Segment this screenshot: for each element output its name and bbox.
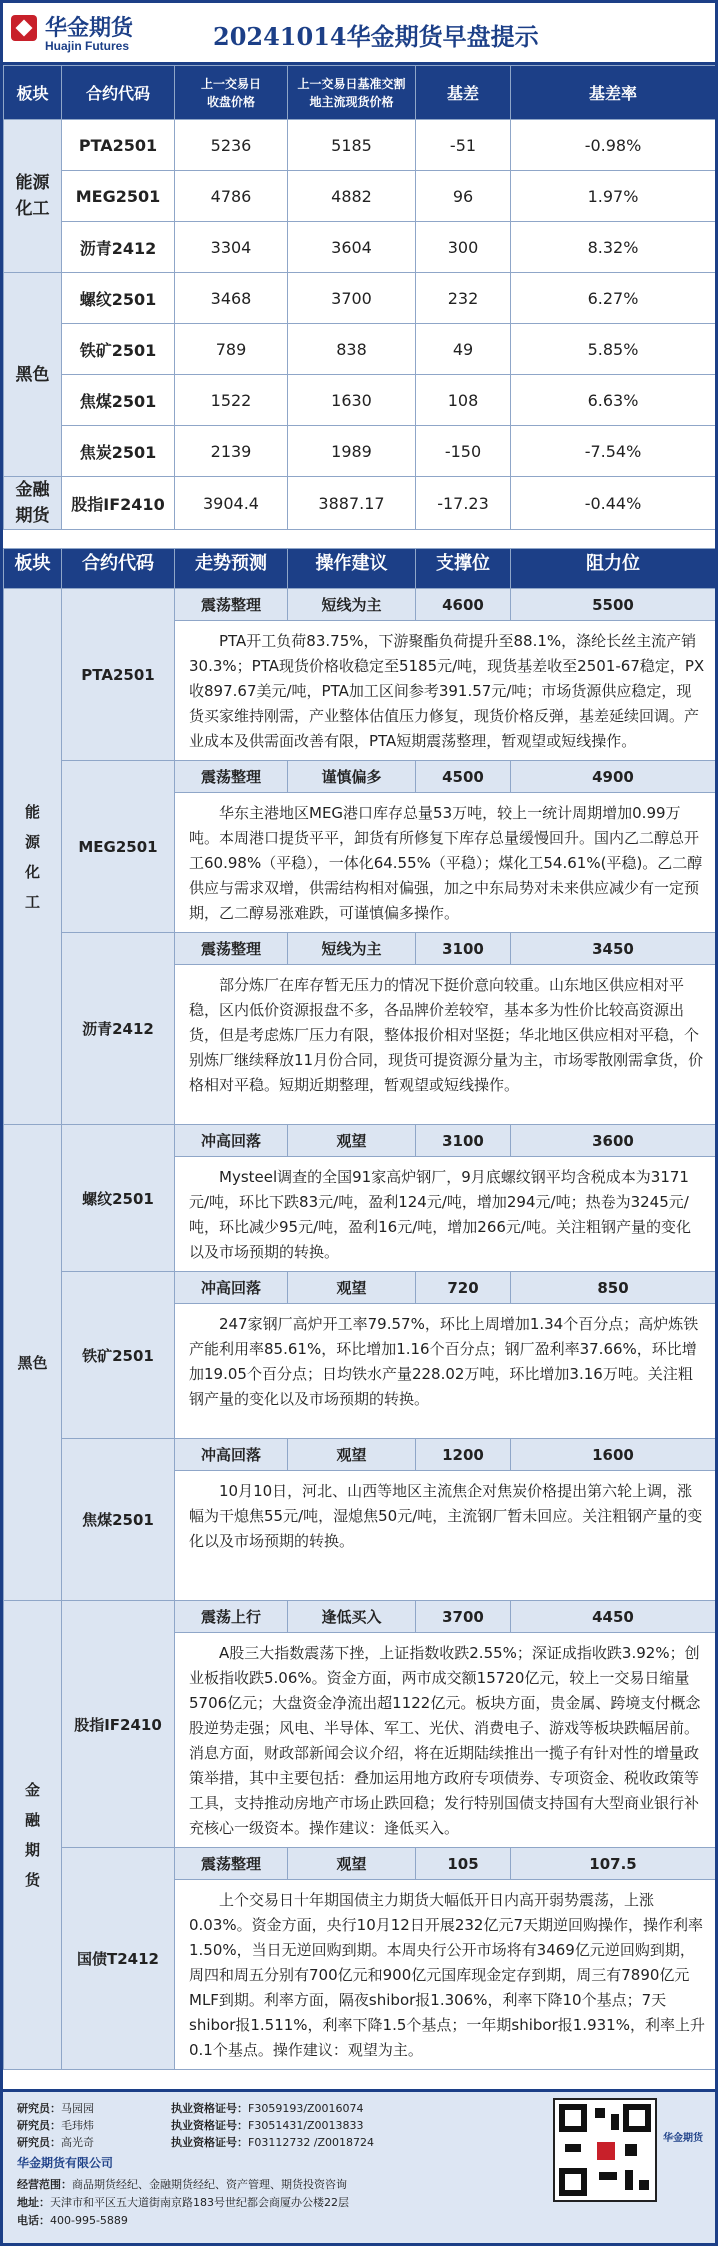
basis-basis-cell: -150	[416, 426, 511, 477]
sector-label: 能源 化工	[4, 120, 62, 273]
forecast-advice: 逢低买入	[288, 1601, 416, 1633]
forecast-support: 3100	[416, 933, 511, 965]
analysis-text: 10月10日，河北、山西等地区主流焦企对焦炭价格提出第六轮上调，涨幅为干熄焦55元/吨，湿熄焦50元/吨，主流钢厂暂未回应。关注粗钢产量的变化以及市场预期的转换。	[175, 1471, 716, 1601]
researcher-line	[17, 2117, 364, 2133]
contract-code: 沥青2412	[62, 933, 175, 1125]
forecast-trend: 震荡整理	[175, 1848, 288, 1880]
contract-code: 铁矿2501	[62, 1272, 175, 1439]
footer	[3, 2089, 715, 2243]
basis-basis-cell: -51	[416, 120, 511, 171]
license-label: 执业资格证号：	[171, 2136, 248, 2149]
forecast-advice: 观望	[288, 1439, 416, 1471]
logo-icon	[11, 15, 37, 41]
logo-name-cn: 华金期货	[45, 16, 134, 41]
forecast-row	[4, 761, 716, 793]
basis-code-cell: 焦煤2501	[62, 375, 175, 426]
researcher-name: 毛玮炜	[61, 2119, 94, 2132]
basis-spot-cell: 3700	[288, 273, 416, 324]
researcher-line	[17, 2134, 374, 2150]
basis-spot-cell: 1630	[288, 375, 416, 426]
basis-header-cell: 上一交易日 收盘价格	[175, 66, 288, 120]
basis-rate-cell: 8.32%	[511, 222, 716, 273]
sector-label: 金 融 期 货	[4, 1601, 62, 2070]
license-label: 执业资格证号：	[171, 2119, 248, 2132]
phone-value: 400-995-5889	[50, 2214, 128, 2227]
basis-header-cell: 板块	[4, 66, 62, 120]
basis-rate-cell: 6.63%	[511, 375, 716, 426]
analysis-header-cell: 支撑位	[416, 549, 511, 589]
basis-rate-cell: -7.54%	[511, 426, 716, 477]
basis-spot-cell: 838	[288, 324, 416, 375]
forecast-row	[4, 1125, 716, 1157]
basis-close-cell: 3468	[175, 273, 288, 324]
scope-label: 经营范围：	[17, 2178, 72, 2191]
table-row	[4, 375, 716, 426]
phone-label: 电话：	[17, 2214, 50, 2227]
company-logo	[11, 9, 191, 57]
contract-code: MEG2501	[62, 761, 175, 933]
forecast-resistance: 3450	[511, 933, 716, 965]
address-label: 地址：	[17, 2196, 50, 2209]
researcher-role: 研究员：	[17, 2136, 61, 2149]
sector-label: 黑色	[4, 273, 62, 477]
basis-header-row	[4, 66, 716, 120]
researcher-name: 高光奇	[61, 2136, 94, 2149]
forecast-resistance: 3600	[511, 1125, 716, 1157]
basis-code-cell: PTA2501	[62, 120, 175, 171]
basis-rate-cell: 5.85%	[511, 324, 716, 375]
qr-code	[553, 2098, 657, 2202]
logo-name-en: Huajin Futures	[45, 39, 130, 53]
forecast-support: 720	[416, 1272, 511, 1304]
basis-header-cell: 基差率	[511, 66, 716, 120]
table-row	[4, 171, 716, 222]
contract-code: PTA2501	[62, 589, 175, 761]
basis-spot-cell: 4882	[288, 171, 416, 222]
basis-basis-cell: 96	[416, 171, 511, 222]
analysis-header-cell: 走势预测	[175, 549, 288, 589]
contract-code: 股指IF2410	[62, 1601, 175, 1848]
basis-close-cell: 2139	[175, 426, 288, 477]
basis-header-cell: 基差	[416, 66, 511, 120]
analysis-header-cell: 合约代码	[62, 549, 175, 589]
basis-basis-cell: 232	[416, 273, 511, 324]
license-number: F03112732 /Z0018724	[248, 2136, 375, 2149]
company-name: 华金期货有限公司	[17, 2156, 114, 2170]
forecast-trend: 冲高回落	[175, 1272, 288, 1304]
analysis-text: Mysteel调查的全国91家高炉钢厂，9月底螺纹钢平均含税成本为3171元/吨，环比下跌83元/吨，盈利124元/吨，增加294元/吨；热卷为3245元/吨，环比减少95元/吨，盈利16元/吨，增加266元/吨。关注粗钢产量的变化以及市场预期的转换。	[175, 1157, 716, 1272]
basis-basis-cell: 49	[416, 324, 511, 375]
forecast-row	[4, 589, 716, 621]
forecast-resistance: 4900	[511, 761, 716, 793]
forecast-support: 1200	[416, 1439, 511, 1471]
researcher-role: 研究员：	[17, 2119, 61, 2132]
license-number: F3051431/Z0013833	[248, 2119, 364, 2132]
address-value: 天津市和平区五大道街南京路183号世纪都会商厦办公楼22层	[50, 2196, 349, 2209]
table-row	[4, 222, 716, 273]
forecast-advice: 短线为主	[288, 933, 416, 965]
forecast-trend: 冲高回落	[175, 1439, 288, 1471]
table-row	[4, 273, 716, 324]
forecast-row	[4, 1439, 716, 1471]
qr-logo-icon	[595, 2140, 617, 2162]
analysis-text: 华东主港地区MEG港口库存总量53万吨，较上一统计周期增加0.99万吨。本周港口提货平平，卸货有所修复下库存总量缓慢回升。国内乙二醇总开工60.98%（平稳），一体化64.55%（平稳）；煤化工54.61%(平稳)。乙二醇供应与需求双增，供需结构相对偏强，加之中东局势对未来供应减少有一定预期，乙二醇易涨难跌，可谨慎偏多操作。	[175, 793, 716, 933]
forecast-resistance: 107.5	[511, 1848, 716, 1880]
basis-rate-cell: 6.27%	[511, 273, 716, 324]
forecast-trend: 震荡整理	[175, 933, 288, 965]
forecast-support: 4600	[416, 589, 511, 621]
forecast-support: 3100	[416, 1125, 511, 1157]
forecast-resistance: 850	[511, 1272, 716, 1304]
basis-close-cell: 3904.4	[175, 477, 288, 530]
forecast-trend: 震荡上行	[175, 1601, 288, 1633]
basis-basis-cell: 108	[416, 375, 511, 426]
basis-rate-cell: 1.97%	[511, 171, 716, 222]
forecast-resistance: 5500	[511, 589, 716, 621]
forecast-support: 105	[416, 1848, 511, 1880]
table-row	[4, 120, 716, 171]
forecast-trend: 震荡整理	[175, 761, 288, 793]
analysis-header-cell: 操作建议	[288, 549, 416, 589]
header	[3, 3, 715, 65]
basis-rate-cell: -0.98%	[511, 120, 716, 171]
analysis-text: 上个交易日十年期国债主力期货大幅低开日内高开弱势震荡，上涨0.03%。资金方面，央行10月12日开展232亿元7天期逆回购操作，操作利率1.50%，当日无逆回购到期。本周央行公开市场将有3469亿元逆回购到期，周四和周五分别有700亿元和900亿元国库现金定存到期，周三有7890亿元MLF到期。利率方面，隔夜shibor报1.306%，利率下降10个基点；7天shibor报1.511%，利率下降1.5个基点；一年期shibor报1.931%，利率上升0.1个基点。操作建议：观望为主。	[175, 1880, 716, 2070]
table-row	[4, 426, 716, 477]
basis-rate-cell: -0.44%	[511, 477, 716, 530]
forecast-advice: 谨慎偏多	[288, 761, 416, 793]
analysis-header-row	[4, 549, 716, 589]
business-scope	[17, 2176, 347, 2192]
table-row	[4, 477, 716, 530]
forecast-advice: 观望	[288, 1848, 416, 1880]
table-row	[4, 324, 716, 375]
analysis-header-cell: 板块	[4, 549, 62, 589]
company-phone	[17, 2212, 128, 2228]
license-label: 执业资格证号：	[171, 2102, 248, 2115]
analysis-text: PTA开工负荷83.75%，下游聚酯负荷提升至88.1%，涤纶长丝主流产销30.3%；PTA现货价格收稳定至5185元/吨，现货基差收至2501-67稳定，PX收897.67美元/吨，PTA加工区间参考391.57元/吨；市场货源供应稳定，现货买家维持刚需，产业整体估值压力修复，现货价格反弹，基差延续回调。产业成本及供需面改善有限，PTA短期震荡整理，暂观望或短线操作。	[175, 621, 716, 761]
forecast-row	[4, 1272, 716, 1304]
researcher-name: 马园园	[61, 2102, 94, 2115]
basis-code-cell: 焦炭2501	[62, 426, 175, 477]
forecast-advice: 短线为主	[288, 589, 416, 621]
basis-header-cell: 上一交易日基准交割 地主流现货价格	[288, 66, 416, 120]
basis-close-cell: 789	[175, 324, 288, 375]
sector-label: 黑色	[4, 1125, 62, 1601]
qr-caption: 华金期货	[663, 2133, 703, 2144]
forecast-row	[4, 1601, 716, 1633]
analysis-text: 247家钢厂高炉开工率79.57%，环比上周增加1.34个百分点；高炉炼铁产能利用率85.61%，环比增加1.16个百分点；钢厂盈利率37.66%，环比增加19.05个百分点；日均铁水产量228.02万吨，环比增加3.16万吨。关注粗钢产量的变化以及市场预期的转换。	[175, 1304, 716, 1439]
basis-code-cell: 沥青2412	[62, 222, 175, 273]
contract-code: 国债T2412	[62, 1848, 175, 2070]
basis-basis-cell: -17.23	[416, 477, 511, 530]
basis-close-cell: 5236	[175, 120, 288, 171]
basis-close-cell: 3304	[175, 222, 288, 273]
contract-code: 螺纹2501	[62, 1125, 175, 1272]
forecast-advice: 观望	[288, 1125, 416, 1157]
sector-label: 能 源 化 工	[4, 589, 62, 1125]
forecast-resistance: 4450	[511, 1601, 716, 1633]
analysis-header-cell: 阻力位	[511, 549, 716, 589]
basis-code-cell: MEG2501	[62, 171, 175, 222]
license-number: F3059193/Z0016074	[248, 2102, 364, 2115]
basis-code-cell: 股指IF2410	[62, 477, 175, 530]
forecast-trend: 震荡整理	[175, 589, 288, 621]
researcher-role: 研究员：	[17, 2102, 61, 2115]
contract-code: 焦煤2501	[62, 1439, 175, 1601]
scope-value: 商品期货经纪、金融期货经纪、资产管理、期货投资咨询	[72, 2178, 347, 2191]
basis-table	[3, 65, 716, 530]
forecast-support: 3700	[416, 1601, 511, 1633]
analysis-text: 部分炼厂在库存暂无压力的情况下挺价意向较重。山东地区供应相对平稳，区内低价资源报盘不多，各品牌价差较窄，基本多为性价比较高资源出货，但是考虑炼厂压力有限，整体报价相对坚挺；华北地区供应相对平稳，个别炼厂继续释放11月份合同，现货可提资源分量为主，市场零散刚需拿货，价格相对平稳。短期近期整理，暂观望或短线操作。	[175, 965, 716, 1125]
company-address	[17, 2194, 349, 2210]
basis-close-cell: 4786	[175, 171, 288, 222]
forecast-trend: 冲高回落	[175, 1125, 288, 1157]
researcher-line	[17, 2100, 364, 2116]
basis-spot-cell: 3887.17	[288, 477, 416, 530]
basis-close-cell: 1522	[175, 375, 288, 426]
basis-spot-cell: 5185	[288, 120, 416, 171]
forecast-resistance: 1600	[511, 1439, 716, 1471]
forecast-row	[4, 933, 716, 965]
sector-label: 金融 期货	[4, 477, 62, 530]
analysis-table	[3, 548, 716, 2070]
page-title: 20241014华金期货早盘提示	[213, 22, 539, 51]
basis-code-cell: 螺纹2501	[62, 273, 175, 324]
basis-spot-cell: 3604	[288, 222, 416, 273]
basis-header-cell: 合约代码	[62, 66, 175, 120]
forecast-support: 4500	[416, 761, 511, 793]
forecast-advice: 观望	[288, 1272, 416, 1304]
basis-code-cell: 铁矿2501	[62, 324, 175, 375]
basis-basis-cell: 300	[416, 222, 511, 273]
basis-spot-cell: 1989	[288, 426, 416, 477]
forecast-row	[4, 1848, 716, 1880]
analysis-text: A股三大指数震荡下挫，上证指数收跌2.55%；深证成指收跌3.92%；创业板指收跌5.06%。资金方面，两市成交额15720亿元，较上一交易日缩量5706亿元；大盘资金净流出超1122亿元。板块方面，贵金属、跨境支付概念股逆势走强；风电、半导体、军工、光伏、消费电子、游戏等板块跌幅居前。消息方面，财政部新闻会议介绍，将在近期陆续推出一揽子有针对性的增量政策举措，其中主要包括：叠加运用地方政府专项债券、专项资金、税收政策等工具，支持推动房地产市场止跌回稳；发行特别国债支持国有大型商业银行补充核心一级资本。操作建议：逢低买入。	[175, 1633, 716, 1848]
